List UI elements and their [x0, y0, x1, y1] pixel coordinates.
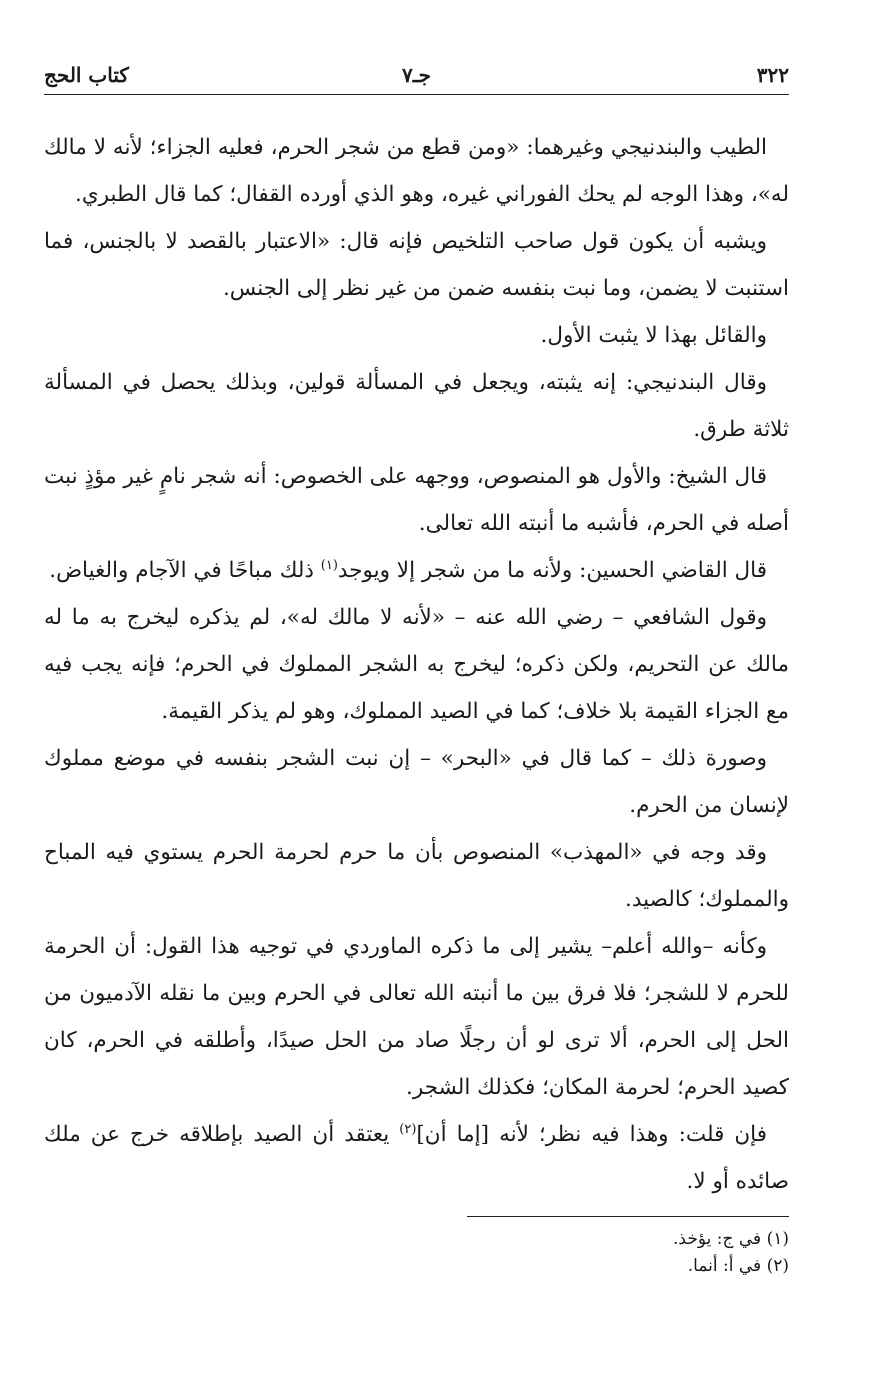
running-header: [44, 60, 789, 95]
paragraph: ويشبه أن يكون قول صاحب التلخيص فإنه قال: «الاعتبار بالقصد لا بالجنس، فما استنبت لا يضمن، وما نبت بنفسه ضمن من غير نظر إلى الجنس.: [44, 229, 789, 301]
paragraph: قال الشيخ: والأول هو المنصوص، ووجهه على الخصوص: أنه شجر نامٍ غير مؤذٍ نبت أصله في الحرم، فأشبه ما أنبته الله تعالى.: [43, 464, 789, 536]
paragraph: وكأنه –والله أعلم– يشير إلى ما ذكره الماوردي في توجيه هذا القول: أن الحرمة للحرم لا للشجر؛ فلا فرق بين ما أنبته الله تعالى في الحرم وبين ما نقله الآدميون من الحل إلى الحرم، ألا ترى لو أن رجلًا صاد من الحل صيدًا، وأطلقه في الحرم، كان كصيد الحرم؛ لحرمة المكان؛ فكذلك الشجر.: [44, 934, 789, 1100]
paragraph: وصورة ذلك – كما قال في «البحر» – إن نبت الشجر بنفسه في موضع مملوك لإنسان من الحرم.: [44, 746, 789, 818]
footnote-marker: (٢): [399, 1121, 417, 1137]
page-number: ٣٢٢: [756, 63, 789, 87]
footnote-separator: [467, 1216, 789, 1217]
footnote: (١) في ج: يؤخذ.: [673, 1229, 789, 1249]
paragraph: وقول الشافعي – رضي الله عنه – «لأنه لا مالك له»، لم يذكره ليخرج به ما له مالك عن التحريم، ولكن ذكره؛ ليخرج به الشجر المملوك في الحرم؛ فإنه يجب فيه مع الجزاء القيمة بلا خلاف؛ كما في الصيد المملوك، وهو لم يذكر القيمة.: [44, 605, 789, 724]
volume-label: جـ٧: [402, 63, 431, 87]
footnote-marker: (١): [320, 557, 338, 573]
paragraph: والقائل بهذا لا يثبت الأول.: [540, 323, 767, 348]
body-text: [44, 124, 789, 1205]
footnote: (٢) في أ: أنما.: [687, 1256, 789, 1276]
paragraph: الطيب والبندنيجي وغيرهما: «ومن قطع من شجر الحرم، فعليه الجزاء؛ لأنه لا مالك له»، وهذا الوجه لم يحك الفوراني غيره، وهو الذي أورده القفال؛ كما قال الطبري.: [44, 135, 789, 207]
paragraph: فإن قلت: وهذا فيه نظر؛ لأنه [إما أن]$^{(٢)}$ يعتقد أن الصيد بإطلاقه خرج عن ملك صائده أو لا.: [44, 1121, 789, 1194]
footnotes: [44, 1226, 789, 1280]
book-title: كتاب الحج: [44, 63, 129, 87]
paragraph: قال القاضي الحسين: ولأنه ما من شجر إلا ويوجد$^{(١)}$ ذلك مباحًا في الآجام والغياض.: [49, 557, 767, 583]
paragraph: وقال البندنيجي: إنه يثبته، ويجعل في المسألة قولين، وبذلك يحصل في المسألة ثلاثة طرق.: [44, 370, 789, 442]
paragraph: وقد وجه في «المهذب» المنصوص بأن ما حرم لحرمة الحرم يستوي فيه المباح والمملوك؛ كالصيد.: [44, 840, 789, 912]
